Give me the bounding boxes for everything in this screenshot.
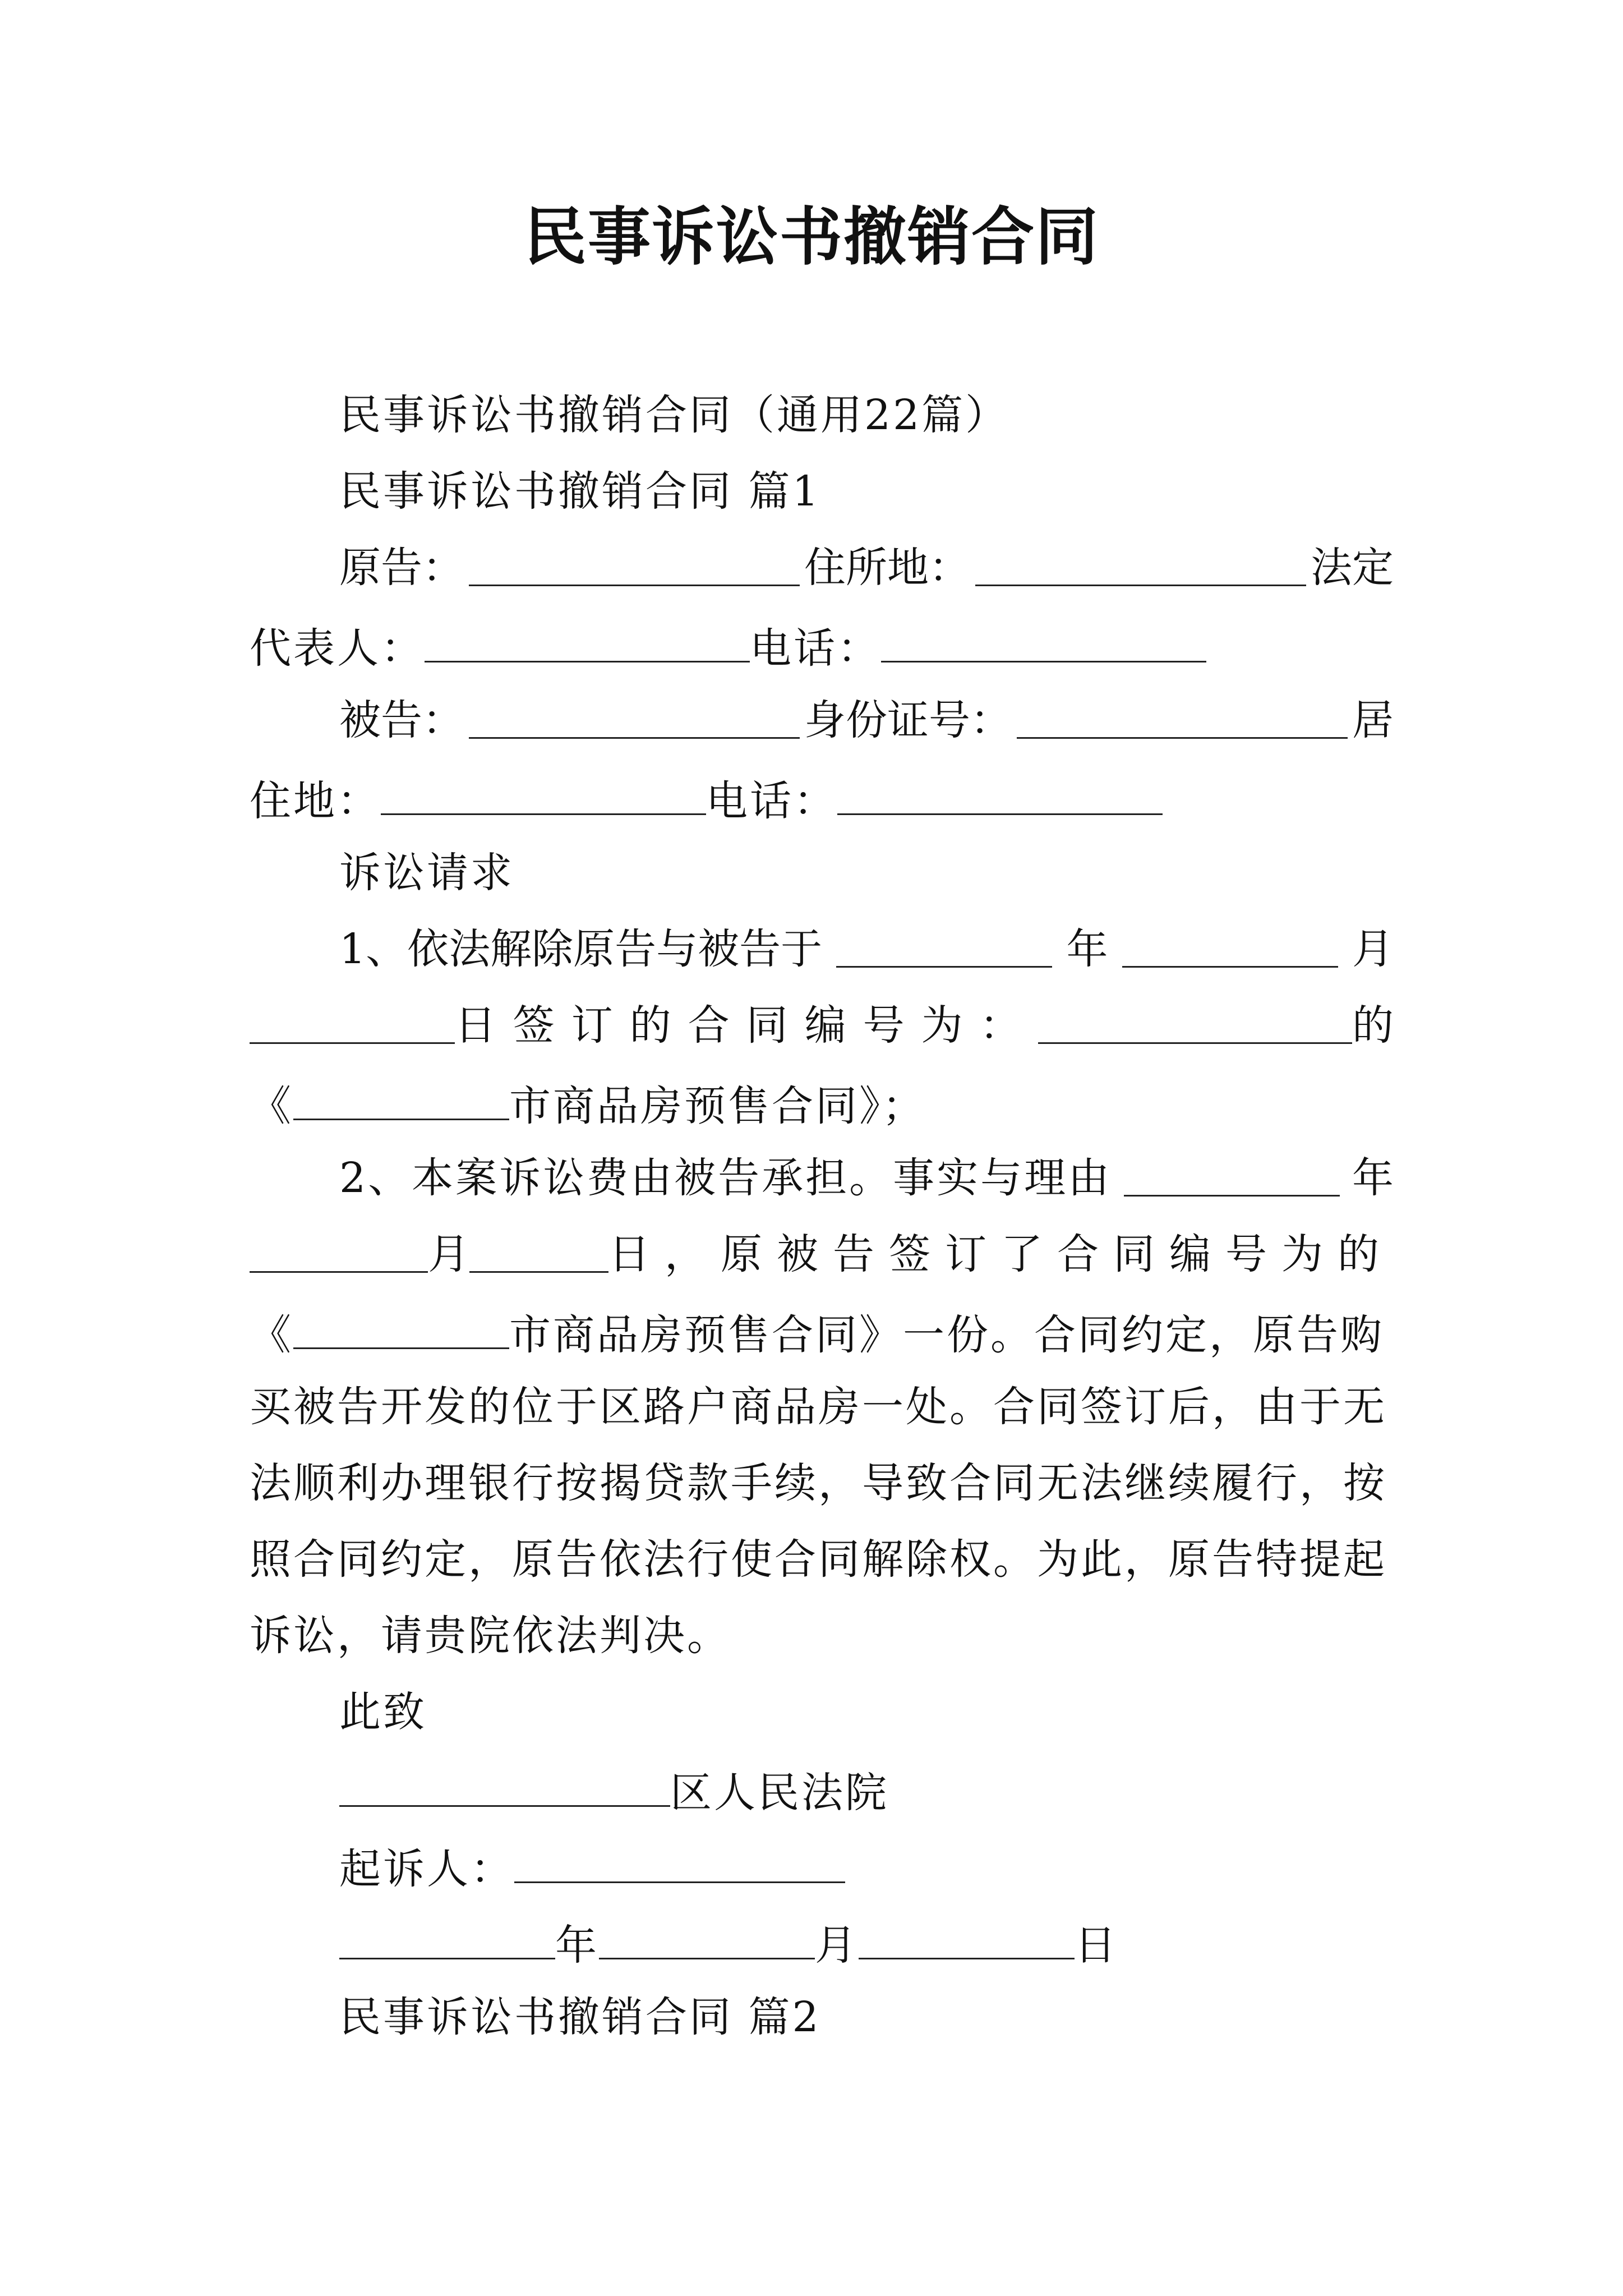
date-year-label: 年 bbox=[555, 1921, 599, 1970]
claim2-day-blank[interactable] bbox=[469, 1226, 608, 1273]
claim2-day-rest: 日，原被告签订了合同编号为的 bbox=[608, 1230, 1394, 1278]
contract-number-blank[interactable] bbox=[1038, 997, 1352, 1044]
claim1-text-1: 1、依法解除原告与被告于 bbox=[339, 925, 823, 973]
claim2-line-3 bbox=[250, 1303, 1394, 1359]
claim2-city-blank[interactable] bbox=[293, 1303, 509, 1349]
plaintiff-line-1 bbox=[250, 540, 1394, 596]
claim1-line-1 bbox=[250, 921, 1394, 977]
claim1-day-blank[interactable] bbox=[250, 997, 455, 1044]
defendant-label: 被告： bbox=[339, 696, 464, 744]
claim1-year-label: 年 bbox=[1066, 925, 1108, 973]
id-number-label: 身份证号： bbox=[804, 696, 1012, 744]
claim1-day-signed: 日签订的合同编号为： bbox=[454, 1001, 1038, 1050]
date-day-blank[interactable] bbox=[859, 1913, 1075, 1959]
date-line bbox=[250, 1913, 1394, 1969]
part1-heading: 民事诉讼书撤销合同 篇1 bbox=[339, 467, 821, 516]
plaintiff-signature-line bbox=[250, 1837, 1394, 1893]
plaintiff-sign-label: 起诉人： bbox=[339, 1845, 514, 1893]
residence-label-a: 居 bbox=[1352, 696, 1394, 744]
legal-rep-label-a: 法定 bbox=[1311, 544, 1394, 592]
claim2-month-blank[interactable] bbox=[250, 1226, 428, 1273]
subtitle: 民事诉讼书撤销合同（通用22篇） bbox=[339, 391, 1009, 439]
date-day-label: 日 bbox=[1075, 1921, 1118, 1970]
claim2-month-label: 月 bbox=[428, 1230, 470, 1278]
claim2-line-5: 法顺利办理银行按揭贷款手续，导致合同无法继续履行，按 bbox=[250, 1459, 1387, 1507]
claims-heading: 诉讼请求 bbox=[339, 849, 514, 897]
defendant-name-blank[interactable] bbox=[469, 692, 800, 739]
plaintiff-phone-label: 电话： bbox=[750, 624, 881, 673]
plaintiff-sign-blank[interactable] bbox=[514, 1837, 845, 1883]
claim1-line-2 bbox=[250, 997, 1394, 1053]
defendant-line-2 bbox=[250, 769, 1394, 825]
defendant-phone-label: 电话： bbox=[706, 777, 837, 825]
claim2-line-2 bbox=[250, 1226, 1394, 1282]
residence-blank[interactable] bbox=[381, 769, 706, 815]
address-label: 住所地： bbox=[804, 544, 970, 592]
claim2-line-6: 照合同约定，原告依法行使合同解除权。为此，原告特提起 bbox=[250, 1535, 1387, 1584]
claim1-month-blank[interactable] bbox=[1122, 921, 1338, 968]
claim1-of: 的 bbox=[1352, 1001, 1394, 1050]
claim1-contract-rest: 市商品房预售合同》； bbox=[509, 1082, 926, 1130]
salutation: 此致 bbox=[339, 1688, 427, 1736]
legal-rep-blank[interactable] bbox=[425, 616, 750, 662]
court-line bbox=[250, 1760, 1394, 1816]
legal-rep-label-b: 代表人： bbox=[250, 624, 425, 673]
address-blank[interactable] bbox=[975, 540, 1306, 586]
id-number-blank[interactable] bbox=[1017, 692, 1348, 739]
plaintiff-label: 原告： bbox=[339, 544, 464, 592]
part2-heading: 民事诉讼书撤销合同 篇2 bbox=[339, 1993, 821, 2041]
claim1-line-3 bbox=[250, 1074, 1394, 1130]
date-year-blank[interactable] bbox=[339, 1913, 555, 1959]
claim2-contract-open: 《 bbox=[250, 1311, 293, 1359]
plaintiff-line-2 bbox=[250, 616, 1394, 672]
court-blank[interactable] bbox=[339, 1760, 670, 1807]
claim2-contract-rest: 市商品房预售合同》一份。合同约定，原告购 bbox=[509, 1311, 1384, 1359]
claim2-line-1 bbox=[250, 1150, 1394, 1206]
document-title: 民事诉讼书撤销合同 bbox=[524, 200, 1099, 274]
claim2-line-7: 诉讼，请贵院依法判决。 bbox=[250, 1612, 731, 1660]
claim1-month-label: 月 bbox=[1352, 925, 1394, 973]
claim2-year-label: 年 bbox=[1352, 1154, 1394, 1202]
plaintiff-phone-blank[interactable] bbox=[881, 616, 1206, 662]
defendant-phone-blank[interactable] bbox=[837, 769, 1163, 815]
claim2-year-blank[interactable] bbox=[1124, 1150, 1340, 1197]
plaintiff-name-blank[interactable] bbox=[469, 540, 800, 586]
claim1-contract-open: 《 bbox=[250, 1082, 293, 1130]
court-label: 区人民法院 bbox=[670, 1769, 889, 1817]
claim1-city-blank[interactable] bbox=[293, 1074, 509, 1120]
claim1-year-blank[interactable] bbox=[836, 921, 1052, 968]
claim2-text-1: 2、本案诉讼费由被告承担。事实与理由 bbox=[339, 1154, 1112, 1202]
claim2-line-4: 买被告开发的位于区路户商品房一处。合同签订后，由于无 bbox=[250, 1383, 1387, 1431]
residence-label-b: 住地： bbox=[250, 777, 381, 825]
date-month-blank[interactable] bbox=[599, 1913, 815, 1959]
date-month-label: 月 bbox=[815, 1921, 859, 1970]
defendant-line-1 bbox=[250, 692, 1394, 748]
